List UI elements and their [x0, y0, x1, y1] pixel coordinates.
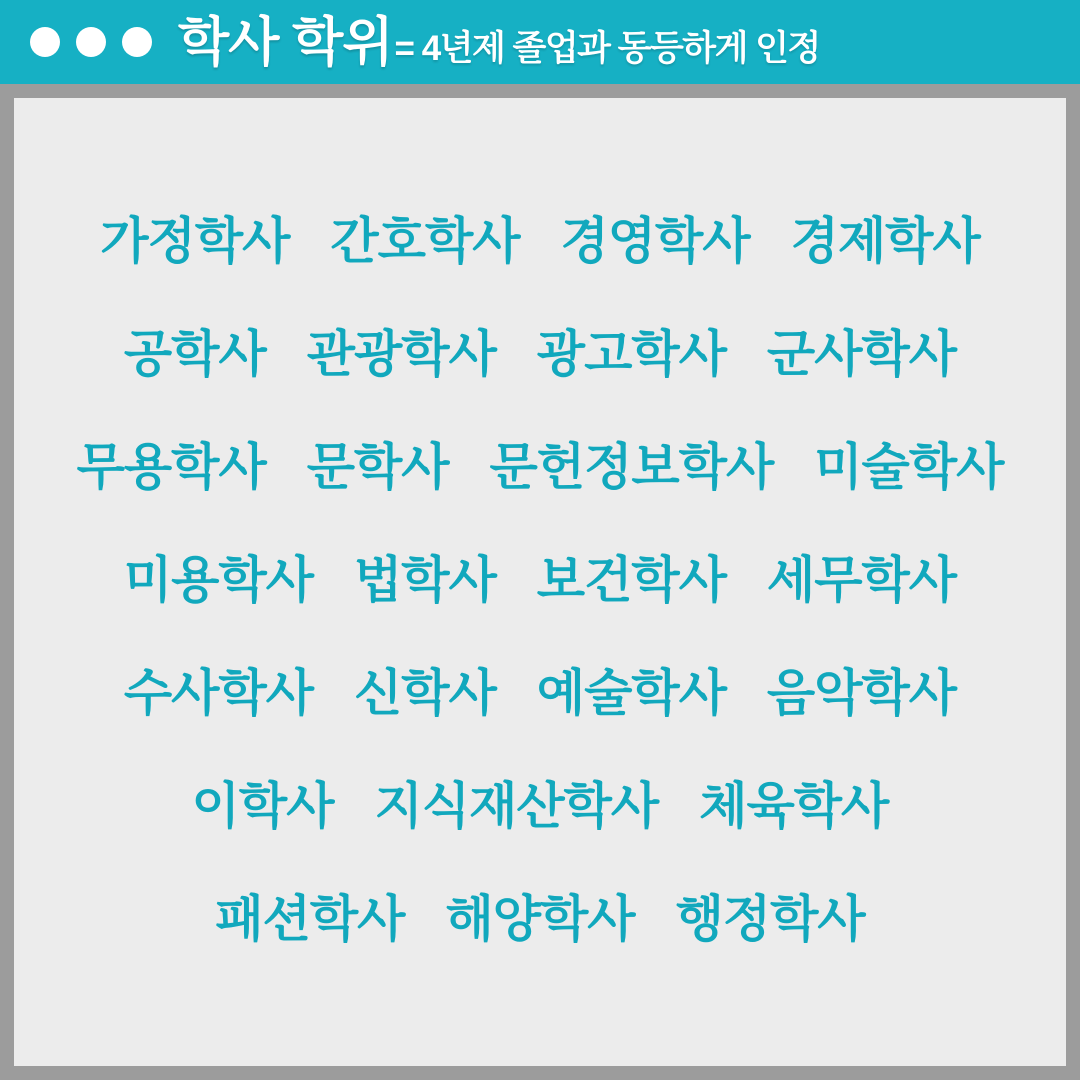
panel-frame: [0, 84, 1080, 1080]
dot-icon-3: [122, 27, 152, 57]
degree-list-panel: [14, 98, 1066, 1066]
degree-item: 이학사: [191, 778, 334, 834]
degree-item: 미용학사: [123, 552, 314, 608]
degree-item: 법학사: [353, 552, 496, 608]
dot-icon-1: [30, 27, 60, 57]
degree-item: 지식재산학사: [374, 778, 659, 834]
title-bar: [0, 0, 1080, 84]
title-text-group: [178, 12, 1062, 72]
degree-item: 보건학사: [536, 552, 726, 608]
degree-item: 가정학사: [100, 213, 290, 269]
degree-item: 경영학사: [560, 213, 750, 269]
degree-item: 체육학사: [699, 778, 889, 834]
degree-item: 신학사: [353, 665, 496, 721]
degree-item: 행정학사: [675, 891, 865, 947]
degree-row: [14, 891, 1066, 947]
degree-item: 무용학사: [76, 439, 266, 495]
degree-row: [14, 439, 1066, 495]
degree-item: 해양학사: [445, 891, 635, 947]
page-subtitle: = 4년제 졸업과 동등하게 인정: [394, 28, 820, 68]
degree-item: 경제학사: [790, 213, 980, 269]
degree-item: 문학사: [306, 439, 449, 495]
degree-item: 미술학사: [814, 439, 1004, 495]
dot-icon-2: [76, 27, 106, 57]
degree-row: [14, 778, 1066, 834]
degree-item: 관광학사: [306, 326, 496, 382]
degree-item: 문헌정보학사: [489, 439, 774, 495]
degree-row: [14, 552, 1066, 608]
degree-item: 예술학사: [536, 665, 726, 721]
degree-item: 패션학사: [215, 891, 405, 947]
degree-row: [14, 665, 1066, 721]
degree-item: 군사학사: [766, 326, 957, 382]
degree-item: 공학사: [123, 326, 266, 382]
degree-item: 세무학사: [766, 552, 957, 608]
window-dots: [30, 27, 152, 57]
degree-item: 광고학사: [536, 326, 726, 382]
degree-row: [14, 326, 1066, 382]
degree-item: 음악학사: [766, 665, 957, 721]
degree-item: 간호학사: [330, 213, 520, 269]
degree-row: [14, 213, 1066, 269]
page-title: 학사 학위: [178, 12, 393, 72]
degree-item: 수사학사: [123, 665, 314, 721]
